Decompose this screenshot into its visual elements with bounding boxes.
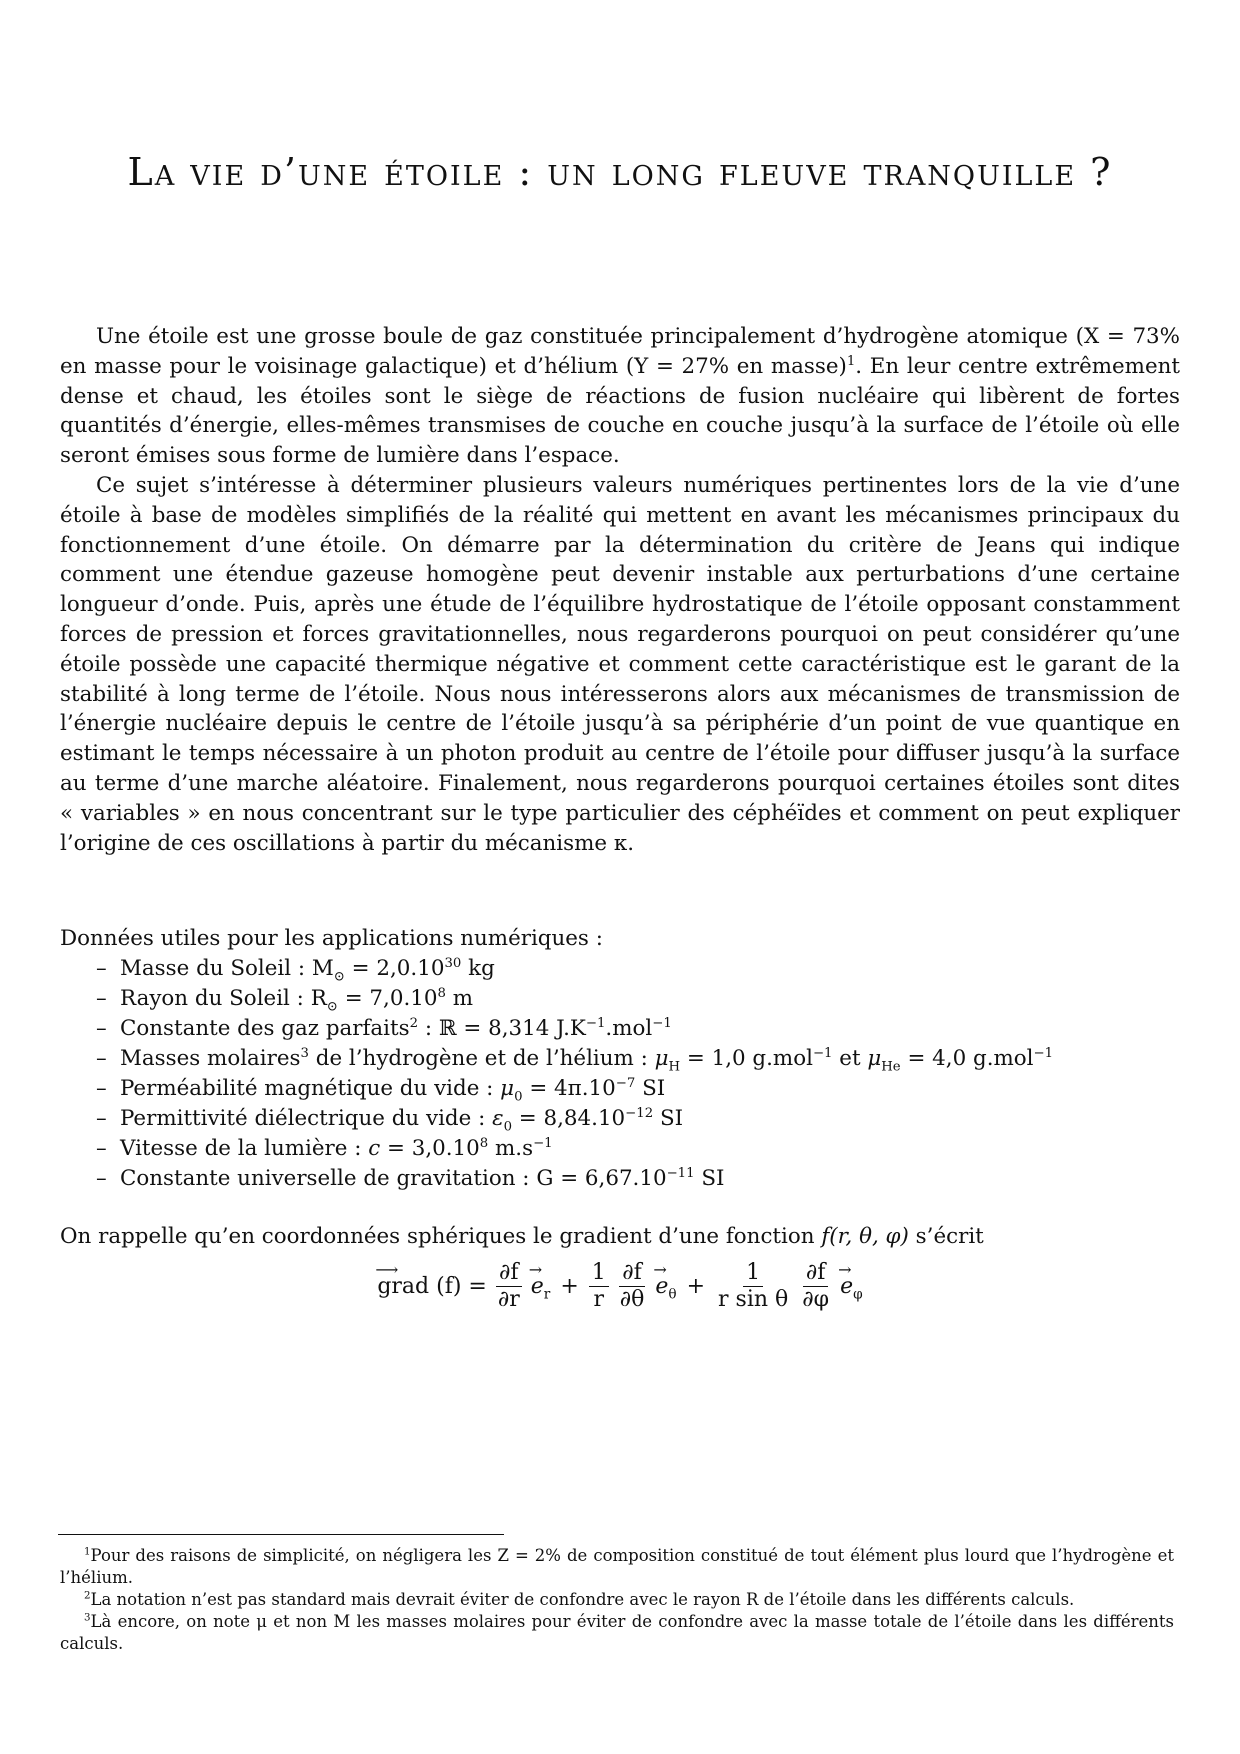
list-item-permittivity: – Permittivité diélectrique du vide : $\varepsilon_0 = 8,84.10^{-12}$ SI <box>96 1104 1180 1134</box>
list-item-permeability: – Perméabilité magnétique du vide : $\mu_0 = 4\pi.10^{-7}$ SI <box>96 1074 1180 1104</box>
fraction-df-dr: $\frac{\partial f}{\partial r}$ <box>497 1260 520 1312</box>
unit-vector-etheta: → $e_\theta$ <box>653 1260 677 1303</box>
footnote-separator <box>58 1534 504 1535</box>
document-title: La vie d’une étoile : un long fleuve tranquille ? <box>127 150 1113 194</box>
fraction-df-dphi: $\frac{\partial f}{\partial\varphi}$ <box>802 1260 830 1312</box>
list-item-sun-radius: – Rayon du Soleil : $R_⊙ = 7,0.10^8$ m <box>96 984 1180 1014</box>
grad-operator: ⟶ grad (f) = <box>375 1260 487 1299</box>
data-intro: Données utiles pour les applications numériques : <box>60 926 603 951</box>
footnote-2: $^2$La notation n’est pas standard mais devrait éviter de confondre avec le rayon R de l’étoile dans les différents calculs. <box>84 1590 1075 1609</box>
gradient-intro: On rappelle qu’en coordonnées sphériques le gradient d’une fonction f(r, θ, φ) s’écrit <box>60 1224 984 1249</box>
list-item-molar-masses: – Masses molaires$^3$ de l’hydrogène et de l’hélium : $\mu_H = 1,0$ g.mol$^{-1}$ et $\mu_{He} = 4,0$ g.mol$^{-1}$ <box>96 1044 1180 1074</box>
footnote-3: $^3$Là encore, on note μ et non M les masses molaires pour éviter de confondre avec la masse totale de l’étoile dans les différents calculs. <box>60 1612 1174 1653</box>
fraction-df-dtheta: $\frac{\partial f}{\partial\theta}$ <box>619 1260 645 1312</box>
footnote-ref-1: 1 <box>846 353 856 369</box>
intro-paragraph-1: Une étoile est une grosse boule de gaz constituée principalement d’hydrogène atomique (X = 73% en masse pour le voisinage galactique) et d’hélium (Y = 27% en masse)$^1$. En leur centre extrêmement dense et chaud, les étoiles sont le siège de réactions de fusion nucléaire qui libèrent de fortes quantités d’énergie, elles-mêmes transmises de couche en couche jusqu’à la surface de l’étoile où elle seront émises sous forme de lumière dans l’espace. <box>60 324 1180 469</box>
footnotes <box>60 1545 1174 1655</box>
fraction-1-r: $\frac{1}{r}$ <box>589 1260 609 1313</box>
list-item-light-speed: – Vitesse de la lumière : $c = 3,0.10^8$ $m.s^{-1}$ <box>96 1134 1180 1164</box>
list-item-gas-constant: – Constante des gaz parfaits$^2$ : ℝ = 8,314 $J.K^{-1}.mol^{-1}$ <box>96 1014 1180 1044</box>
gradient-formula: ⟶ grad (f) = $\frac{\partial f}{\partial r}$ → $e_r$ + $\frac{1}{r}$ $\frac{\partial f}{\partial\theta}$ → $e_\theta$ + $\frac{1}{\text{r sin θ}}$ $\frac{\partial f}{\partial\varphi}$ → $e_\varphi$ <box>375 1260 863 1312</box>
list-item-sun-mass: – Masse du Soleil : $M_⊙ = 2,0.10^{30}$ kg <box>96 954 1180 984</box>
numerical-data <box>60 924 1180 1194</box>
unit-vector-er: → $e_r$ <box>528 1260 551 1303</box>
intro-paragraph-2: Ce sujet s’intéresse à déterminer plusieurs valeurs numériques pertinentes lors de la vie d’une étoile à base de modèles simplifiés de la réalité qui mettent en avant les mécanismes principaux du fonctionnement d’une étoile. On démarre par la détermination du critère de Jeans qui indique comment une étendue gazeuse homogène peut devenir instable aux perturbations d’une certaine longueur d’onde. Puis, après une étude de l’équilibre hydrostatique de l’étoile opposant constamment forces de pression et forces gravitationnelles, nous regarderons pourquoi on peut considérer qu’une étoile possède une capacité thermique négative et comment cette caractéristique est le garant de la stabilité à long terme de l’étoile. Nous nous intéresserons alors aux mécanismes de transmission de l’énergie nucléaire depuis le centre de l’étoile jusqu’à sa périphérie d’un point de vue quantique en estimant le temps nécessaire à un photon produit au centre de l’étoile pour diffuser jusqu’à la surface au terme d’une marche aléatoire. Finalement, nous regarderons pourquoi certaines étoiles sont dites « variables » en nous concentrant sur le type particulier des céphéïdes et comment on peut expliquer l’origine de ces oscillations à partir du mécanisme κ. <box>60 472 1180 856</box>
list-item-gravitation: – Constante universelle de gravitation : $G = 6,67.10^{-11}$ SI <box>96 1164 1180 1194</box>
fraction-1-rsin: $\frac{1}{\text{r sin θ}}$ <box>718 1260 789 1312</box>
footnote-1: $^1$Pour des raisons de simplicité, on négligera les Z = 2% de composition constitué de tout élément plus lourd que l’hydrogène et l’hélium. <box>60 1546 1174 1587</box>
unit-vector-ephi: → $e_\varphi$ <box>838 1260 863 1303</box>
data-list <box>60 954 1180 1194</box>
footnote-ref-3: 3 <box>300 1045 309 1061</box>
footnote-ref-2: 2 <box>409 1015 419 1031</box>
gradient-reminder <box>60 1222 1180 1313</box>
introduction <box>60 322 1180 858</box>
